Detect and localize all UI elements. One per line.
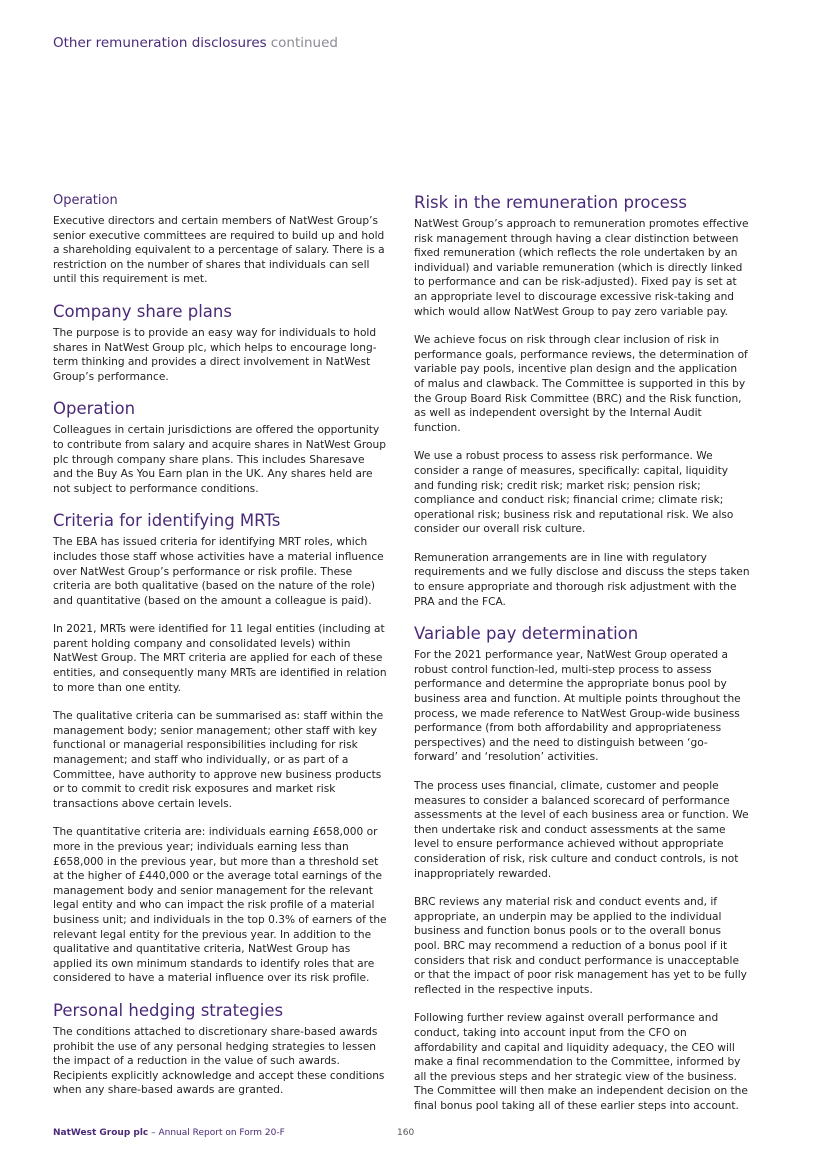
footer-brand: NatWest Group plc bbox=[53, 1128, 149, 1138]
operation-shareholding-text: Executive directors and certain members of NatWest Group’s senior executive committees are required to build up and hold a shareholding equivalent to a percentage of salary. There is a restriction on the number of shares that individuals can sell until this requirement is met. bbox=[53, 215, 385, 286]
risk-paragraph-1: NatWest Group’s approach to remuneration promotes effective risk management through having a clear distinction between fixed remuneration (which reflects the role undertaken by an individual) and variable remuneration (which is directly linked to performance and can be risk-adjusted). Fixed pay is set at an appropriate level to discourage excessive risk-taking and which would allow NatWest Group to pay zero variable pay. bbox=[414, 218, 749, 318]
mrt-criteria-paragraph-1: The EBA has issued criteria for identifying MRT roles, which includes those staff whose activities have a material influence over NatWest Group’s performance or risk profile. These criteria are both qualitative (based on the nature of the role) and quantitative (based on the amount a colleague is paid). bbox=[53, 536, 384, 607]
variable-pay-paragraph-2: The process uses financial, climate, customer and people measures to consider a balanced scorecard of performance assessments at the level of each business area or function. We then undertake risk and conduct assessments at the same level to ensure performance achieved without appropriate consideration of risk, risk culture and conduct controls, is not inappropriately rewarded. bbox=[414, 780, 749, 880]
risk-paragraph-2: We achieve focus on risk through clear inclusion of risk in performance goals, performance reviews, the determination of variable pay pools, incentive plan design and the application of malus and clawback. The Committee is supported in this by the Group Board Risk Committee (BRC) and the Risk function, as well as independent oversight by the Internal Audit function. bbox=[414, 334, 748, 434]
personal-hedging-text: The conditions attached to discretionary share-based awards prohibit the use of any personal hedging strategies to lessen the impact of a reduction in the value of such awards. Recipients explicitly acknowledge and accept these conditions when any share-based awards are granted. bbox=[53, 1025, 385, 1097]
operation-share-plans-text: Colleagues in certain jurisdictions are offered the opportunity to contribute from salary and acquire shares in NatWest Group plc through company share plans. This includes Sharesave and the Buy As You Earn plan in the UK. Any shares held are not subject to performance conditions. bbox=[53, 424, 386, 495]
company-share-plans-heading: Company share plans bbox=[53, 301, 232, 321]
operation-subheading: Operation bbox=[53, 193, 118, 208]
mrt-criteria-heading: Criteria for identifying MRTs bbox=[53, 511, 281, 531]
page-footer bbox=[53, 1128, 415, 1138]
mrt-criteria-paragraph-4: The quantitative criteria are: individuals earning £658,000 or more in the previous year; individuals earning less than £658,000 in the previous year, but more than a threshold set at the higher of £440,000 or the average total earnings of the management body and senior management for the relevant legal entity and who can impact the risk profile of a material business unit; and individuals in the top 0.3% of earners of the relevant legal entity for the previous year. In addition to the qualitative and quantitative criteria, NatWest Group has applied its own minimum standards to identify roles that are considered to have a material influence over its risk profile. bbox=[53, 826, 387, 985]
variable-pay-paragraph-3: BRC reviews any material risk and conduct events and, if appropriate, an underpin may be applied to the individual business and function bonus pools or to the overall bonus pool. BRC may recommend a reduction of a bonus pool if it considers that risk and conduct performance is unacceptable or that the impact of poor risk management has yet to be fully reflected in the respective inputs. bbox=[414, 896, 747, 996]
risk-remuneration-heading: Risk in the remuneration process bbox=[414, 193, 687, 212]
operation-heading: Operation bbox=[53, 399, 136, 419]
section-title bbox=[53, 35, 338, 51]
company-share-plans-text: The purpose is to provide an easy way for individuals to hold shares in NatWest Group plc, which helps to encourage long-term thinking and provides a direct involvement in NatWest Group’s performance. bbox=[53, 326, 377, 383]
variable-pay-paragraph-4: Following further review against overall performance and conduct, taking into account input from the CFO on affordability and capital and liquidity adequacy, the CEO will make a final recommendation to the Committee, informed by all the previous steps and her strategic view of the business. The Committee will then make an independent decision on the final bonus pool taking all of these earlier steps into account. bbox=[414, 1012, 748, 1112]
left-column bbox=[53, 192, 387, 1108]
footer-report-title: – Annual Report on Form 20-F bbox=[148, 1128, 285, 1138]
variable-pay-paragraph-1: For the 2021 performance year, NatWest Group operated a robust control function-led, multi-step process to assess performance and determine the appropriate bonus pool by business area and function. At multiple points throughout the process, we made reference to NatWest Group-wide business performance (from both affordability and appropriateness perspectives) and the need to distinguish between ‘go-forward’ and ‘resolution’ activities. bbox=[414, 649, 741, 764]
continued-label: continued bbox=[270, 35, 338, 51]
risk-paragraph-3: We use a robust process to assess risk performance. We consider a range of measures, specifically: capital, liquidity and funding risk; credit risk; market risk; pension risk; compliance and conduct risk; financial crime; climate risk; operational risk; business risk and reputational risk. We also consider our overall risk culture. bbox=[414, 450, 734, 536]
personal-hedging-heading: Personal hedging strategies bbox=[53, 1000, 284, 1020]
variable-pay-heading: Variable pay determination bbox=[414, 624, 639, 644]
section-title-text: Other remuneration disclosures bbox=[53, 35, 267, 51]
mrt-criteria-paragraph-2: In 2021, MRTs were identified for 11 legal entities (including at parent holding company and consolidated levels) within NatWest Group. The MRT criteria are applied for each of these entities, and consequently many MRTs are identified in relation to more than one entity. bbox=[53, 623, 387, 694]
risk-paragraph-4: Remuneration arrangements are in line with regulatory requirements and we fully disclose and discuss the steps taken to ensure appropriate and thorough risk adjustment with the PRA and the FCA. bbox=[414, 551, 750, 608]
mrt-criteria-paragraph-3: The qualitative criteria can be summarised as: staff within the management body; senior management; other staff with key functional or managerial responsibilities including for risk management; and staff who individually, or as part of a Committee, have authority to approve new business products or to commit to credit risk exposures and market risk transactions above certain levels. bbox=[53, 710, 384, 810]
right-column bbox=[414, 192, 750, 1123]
page-number: 160 bbox=[397, 1128, 415, 1138]
